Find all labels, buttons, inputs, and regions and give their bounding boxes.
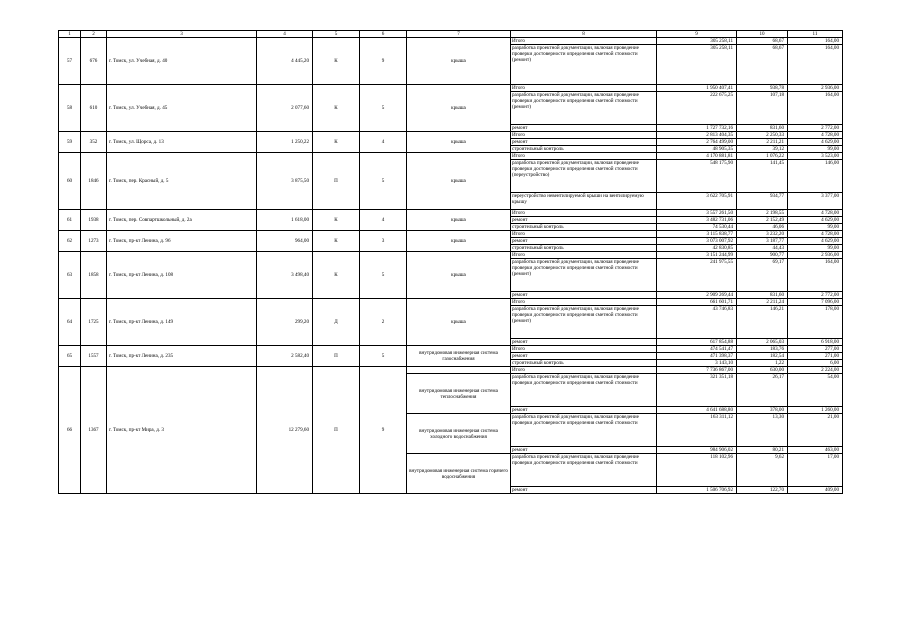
table-row: [59, 346, 843, 353]
unit-cost-cell: 68,67: [737, 38, 788, 45]
unit-cost-cell: 378,00: [737, 407, 788, 414]
cost-cell: 48 905,35: [657, 146, 737, 153]
row-number-cell: 62: [59, 231, 81, 252]
address-cell: г. Томск, пр-кт Ленина, д. 149: [107, 299, 257, 346]
row-number-cell: 65: [59, 346, 81, 367]
cost-cell: 74 530,44: [657, 224, 737, 231]
limit-cost-cell: 3 377,00: [788, 193, 843, 210]
unit-cost-cell: 183,76: [737, 346, 788, 353]
unit-cost-cell: 831,60: [737, 292, 788, 299]
unit-cost-cell: 46,06: [737, 224, 788, 231]
cost-cell: 305 258,11: [657, 38, 737, 45]
address-cell: г. Томск, пер. Красный, д. 5: [107, 153, 257, 210]
work-description-cell: ремонт: [511, 238, 657, 245]
cost-cell: 1 950 407,41: [657, 85, 737, 92]
table-row: [59, 132, 843, 139]
address-cell: г. Томск, ул. Учебная, д. 45: [107, 85, 257, 132]
cost-cell: 2 813 404,35: [657, 132, 737, 139]
cost-cell: 471 398,37: [657, 353, 737, 360]
floors-cell: 9: [360, 38, 407, 85]
address-cell: г. Томск, пр-кт Ленина, д. 108: [107, 252, 257, 299]
wall-material-cell: К: [313, 231, 360, 252]
work-description-cell: Итого: [511, 132, 657, 139]
system-cell: крыша: [407, 85, 511, 132]
limit-cost-cell: 164,00: [788, 38, 843, 45]
table-row: [59, 367, 843, 374]
table-row: [59, 210, 843, 217]
floors-cell: 5: [360, 85, 407, 132]
house-id-cell: 1725: [81, 299, 107, 346]
header-cell: 5: [313, 31, 360, 38]
cost-cell: 474 541,47: [657, 346, 737, 353]
row-number-cell: 61: [59, 210, 81, 231]
work-description-cell: разработка проектной документации, включая проведение проверки достоверности определения сметной стоимости: [511, 414, 657, 447]
cost-cell: 42 830,85: [657, 245, 737, 252]
address-cell: г. Томск, пр-кт Ленина, д. 235: [107, 346, 257, 367]
area-cell: 1 250,22: [257, 132, 313, 153]
wall-material-cell: П: [313, 346, 360, 367]
unit-cost-cell: 934,77: [737, 193, 788, 210]
address-cell: г. Томск, пр-кт Ленина, д. 96: [107, 231, 257, 252]
work-description-cell: ремонт: [511, 487, 657, 494]
work-description-cell: Итого: [511, 85, 657, 92]
cost-cell: 1 727 732,16: [657, 125, 737, 132]
system-cell: внутридомовая инженерная система холодного водоснабжения: [407, 414, 511, 454]
unit-cost-cell: 2 250,33: [737, 132, 788, 139]
unit-cost-cell: 2 152,49: [737, 217, 788, 224]
system-cell: [407, 367, 511, 374]
unit-cost-cell: 107,18: [737, 92, 788, 125]
work-description-cell: Итого: [511, 252, 657, 259]
limit-cost-cell: 17,00: [788, 454, 843, 487]
work-description-cell: Итого: [511, 299, 657, 306]
cost-cell: 3 073 007,92: [657, 238, 737, 245]
limit-cost-cell: 277,00: [788, 346, 843, 353]
unit-cost-cell: 80,21: [737, 447, 788, 454]
limit-cost-cell: 2 936,00: [788, 85, 843, 92]
limit-cost-cell: 146,00: [788, 160, 843, 193]
area-cell: 299,20: [257, 299, 313, 346]
unit-cost-cell: 2 211,24: [737, 299, 788, 306]
work-description-cell: строительный контроль: [511, 360, 657, 367]
cost-cell: 984 906,02: [657, 447, 737, 454]
table-row: [59, 299, 843, 306]
system-cell: крыша: [407, 231, 511, 252]
cost-cell: 2 764 499,00: [657, 139, 737, 146]
work-description-cell: Итого: [511, 38, 657, 45]
limit-cost-cell: 99,00: [788, 224, 843, 231]
address-cell: г. Томск, ул. Щорса, д. 13: [107, 132, 257, 153]
floors-cell: 5: [360, 346, 407, 367]
header-cell: 2: [81, 31, 107, 38]
cost-cell: 3 115 838,77: [657, 231, 737, 238]
work-description-cell: ремонт: [511, 217, 657, 224]
limit-cost-cell: 2 936,00: [788, 252, 843, 259]
unit-cost-cell: 39,12: [737, 146, 788, 153]
work-description-cell: ремонт: [511, 139, 657, 146]
limit-cost-cell: 2 224,00: [788, 367, 843, 374]
header-cell: 10: [737, 31, 788, 38]
unit-cost-cell: 630,00: [737, 367, 788, 374]
table-row: [59, 231, 843, 238]
work-description-cell: строительный контроль: [511, 245, 657, 252]
work-description-cell: переустройство невентилируемой крыши на вентилируемую крышу: [511, 193, 657, 210]
floors-cell: 2: [360, 299, 407, 346]
cost-cell: 548 175,90: [657, 160, 737, 193]
house-id-cell: 610: [81, 85, 107, 132]
cost-cell: 241 975,55: [657, 259, 737, 292]
work-description-cell: строительный контроль: [511, 224, 657, 231]
wall-material-cell: К: [313, 85, 360, 132]
cost-cell: 4 170 881,81: [657, 153, 737, 160]
work-description-cell: ремонт: [511, 447, 657, 454]
system-cell: крыша: [407, 210, 511, 231]
work-description-cell: Итого: [511, 153, 657, 160]
header-cell: 6: [360, 31, 407, 38]
unit-cost-cell: 3 187,77: [737, 238, 788, 245]
limit-cost-cell: 54,00: [788, 374, 843, 407]
work-description-cell: Итого: [511, 210, 657, 217]
work-description-cell: ремонт: [511, 407, 657, 414]
cost-cell: 3 557 261,50: [657, 210, 737, 217]
work-description-cell: разработка проектной документации, включая проведение проверки достоверности определения сметной стоимости (ремонт): [511, 259, 657, 292]
work-description-cell: разработка проектной документации, включая проведение проверки достоверности определения сметной стоимости (ремонт): [511, 306, 657, 339]
limit-cost-cell: 4 629,00: [788, 217, 843, 224]
limit-cost-cell: 409,00: [788, 487, 843, 494]
cost-cell: 305 258,11: [657, 45, 737, 85]
row-number-cell: 64: [59, 299, 81, 346]
header-cell: 1: [59, 31, 81, 38]
work-description-cell: разработка проектной документации, включая проведение проверки достоверности определения сметной стоимости (ремонт): [511, 92, 657, 125]
work-description-cell: строительный контроль: [511, 146, 657, 153]
limit-cost-cell: 1 260,00: [788, 407, 843, 414]
address-cell: г. Томск, пер. Совпартшкольный, д. 2а: [107, 210, 257, 231]
floors-cell: 5: [360, 252, 407, 299]
table-row: [59, 252, 843, 259]
unit-cost-cell: 26,17: [737, 374, 788, 407]
cost-cell: 222 675,25: [657, 92, 737, 125]
document-page: [58, 30, 842, 494]
system-cell: крыша: [407, 38, 511, 85]
unit-cost-cell: 1,22: [737, 360, 788, 367]
limit-cost-cell: 463,00: [788, 447, 843, 454]
system-cell: крыша: [407, 299, 511, 346]
limit-cost-cell: 99,00: [788, 245, 843, 252]
limit-cost-cell: 4 728,00: [788, 210, 843, 217]
cost-cell: 3 622 705,91: [657, 193, 737, 210]
unit-cost-cell: 141,45: [737, 160, 788, 193]
unit-cost-cell: 938,78: [737, 85, 788, 92]
floors-cell: 5: [360, 153, 407, 210]
wall-material-cell: П: [313, 153, 360, 210]
house-id-cell: 1858: [81, 252, 107, 299]
row-number-cell: 66: [59, 367, 81, 494]
work-description-cell: ремонт: [511, 353, 657, 360]
floors-cell: 4: [360, 132, 407, 153]
header-cell: 9: [657, 31, 737, 38]
limit-cost-cell: 4 629,00: [788, 139, 843, 146]
header-cell: 7: [407, 31, 511, 38]
unit-cost-cell: 13,30: [737, 414, 788, 447]
unit-cost-cell: 122,70: [737, 487, 788, 494]
work-description-cell: ремонт: [511, 339, 657, 346]
wall-material-cell: К: [313, 38, 360, 85]
wall-material-cell: К: [313, 252, 360, 299]
header-cell: 3: [107, 31, 257, 38]
unit-cost-cell: 182,54: [737, 353, 788, 360]
limit-cost-cell: 164,00: [788, 259, 843, 292]
area-cell: 4 445,20: [257, 38, 313, 85]
system-cell: крыша: [407, 132, 511, 153]
wall-material-cell: К: [313, 210, 360, 231]
cost-cell: 118 102,96: [657, 454, 737, 487]
work-description-cell: Итого: [511, 346, 657, 353]
header-cell: 8: [511, 31, 657, 38]
cost-cell: 43 746,83: [657, 306, 737, 339]
limit-cost-cell: 6,00: [788, 360, 843, 367]
floors-cell: 3: [360, 231, 407, 252]
limit-cost-cell: 6 918,00: [788, 339, 843, 346]
cost-cell: 3 143,10: [657, 360, 737, 367]
work-description-cell: Итого: [511, 367, 657, 374]
row-number-cell: 58: [59, 85, 81, 132]
header-cell: 4: [257, 31, 313, 38]
area-cell: 1 618,00: [257, 210, 313, 231]
area-cell: 3 498,40: [257, 252, 313, 299]
unit-cost-cell: 44,43: [737, 245, 788, 252]
house-id-cell: 1557: [81, 346, 107, 367]
limit-cost-cell: 4 728,00: [788, 231, 843, 238]
table-row: [59, 85, 843, 92]
floors-cell: 4: [360, 210, 407, 231]
table-row: [59, 38, 843, 45]
unit-cost-cell: 831,60: [737, 125, 788, 132]
limit-cost-cell: 164,00: [788, 92, 843, 125]
work-description-cell: разработка проектной документации, включая проведение проверки достоверности определения сметной стоимости (переустройство): [511, 160, 657, 193]
house-id-cell: 1273: [81, 231, 107, 252]
unit-cost-cell: 2 198,55: [737, 210, 788, 217]
system-cell: крыша: [407, 153, 511, 210]
wall-material-cell: П: [313, 367, 360, 494]
unit-cost-cell: 3 232,20: [737, 231, 788, 238]
wall-material-cell: К: [313, 132, 360, 153]
header-cell: 11: [788, 31, 843, 38]
cost-cell: 4 641 688,80: [657, 407, 737, 414]
address-cell: г. Томск, ул. Учебная, д. 40: [107, 38, 257, 85]
row-number-cell: 60: [59, 153, 81, 210]
cost-cell: 163 311,12: [657, 414, 737, 447]
address-cell: г. Томск, пр-кт Мира, д. 3: [107, 367, 257, 494]
limit-cost-cell: 3 523,00: [788, 153, 843, 160]
floors-cell: 9: [360, 367, 407, 494]
work-description-cell: ремонт: [511, 292, 657, 299]
work-description-cell: разработка проектной документации, включая проведение проверки достоверности определения сметной стоимости: [511, 454, 657, 487]
cost-cell: 3 482 731,06: [657, 217, 737, 224]
cost-cell: 661 601,71: [657, 299, 737, 306]
header-row: [59, 31, 843, 38]
cost-cell: 2 909 269,44: [657, 292, 737, 299]
house-id-cell: 1846: [81, 153, 107, 210]
limit-cost-cell: 178,00: [788, 306, 843, 339]
limit-cost-cell: 271,00: [788, 353, 843, 360]
limit-cost-cell: 4 629,00: [788, 238, 843, 245]
work-description-cell: ремонт: [511, 125, 657, 132]
limit-cost-cell: 99,00: [788, 146, 843, 153]
unit-cost-cell: 2 065,03: [737, 339, 788, 346]
unit-cost-cell: 1 076,22: [737, 153, 788, 160]
cost-cell: 617 854,88: [657, 339, 737, 346]
limit-cost-cell: 4 728,00: [788, 132, 843, 139]
system-cell: внутридомовая инженерная система газоснабжения: [407, 346, 511, 367]
cost-cell: 7 736 867,00: [657, 367, 737, 374]
cost-cell: 321 351,18: [657, 374, 737, 407]
limit-cost-cell: 7 096,00: [788, 299, 843, 306]
work-description-cell: Итого: [511, 231, 657, 238]
house-id-cell: 1367: [81, 367, 107, 494]
unit-cost-cell: 2 211,21: [737, 139, 788, 146]
unit-cost-cell: 900,77: [737, 252, 788, 259]
row-number-cell: 57: [59, 38, 81, 85]
capital-repair-table: [58, 30, 843, 494]
area-cell: 2 582,40: [257, 346, 313, 367]
limit-cost-cell: 164,00: [788, 45, 843, 85]
table-row: [59, 153, 843, 160]
cost-cell: 1 506 706,92: [657, 487, 737, 494]
cost-cell: 3 151 244,99: [657, 252, 737, 259]
house-id-cell: 676: [81, 38, 107, 85]
limit-cost-cell: 2 772,00: [788, 292, 843, 299]
unit-cost-cell: 69,17: [737, 259, 788, 292]
limit-cost-cell: 2 772,00: [788, 125, 843, 132]
row-number-cell: 59: [59, 132, 81, 153]
house-id-cell: 352: [81, 132, 107, 153]
area-cell: 2 077,60: [257, 85, 313, 132]
limit-cost-cell: 21,00: [788, 414, 843, 447]
unit-cost-cell: 146,21: [737, 306, 788, 339]
area-cell: 12 279,60: [257, 367, 313, 494]
system-cell: внутридомовая инженерная система теплоснабжения: [407, 374, 511, 414]
house-id-cell: 1938: [81, 210, 107, 231]
area-cell: 964,00: [257, 231, 313, 252]
unit-cost-cell: 9,62: [737, 454, 788, 487]
work-description-cell: разработка проектной документации, включая проведение проверки достоверности определения сметной стоимости (ремонт): [511, 45, 657, 85]
row-number-cell: 63: [59, 252, 81, 299]
area-cell: 3 875,50: [257, 153, 313, 210]
system-cell: внутридомовая инженерная система горячего водоснабжения: [407, 454, 511, 494]
work-description-cell: разработка проектной документации, включая проведение проверки достоверности определения сметной стоимости: [511, 374, 657, 407]
system-cell: крыша: [407, 252, 511, 299]
wall-material-cell: Д: [313, 299, 360, 346]
unit-cost-cell: 68,67: [737, 45, 788, 85]
